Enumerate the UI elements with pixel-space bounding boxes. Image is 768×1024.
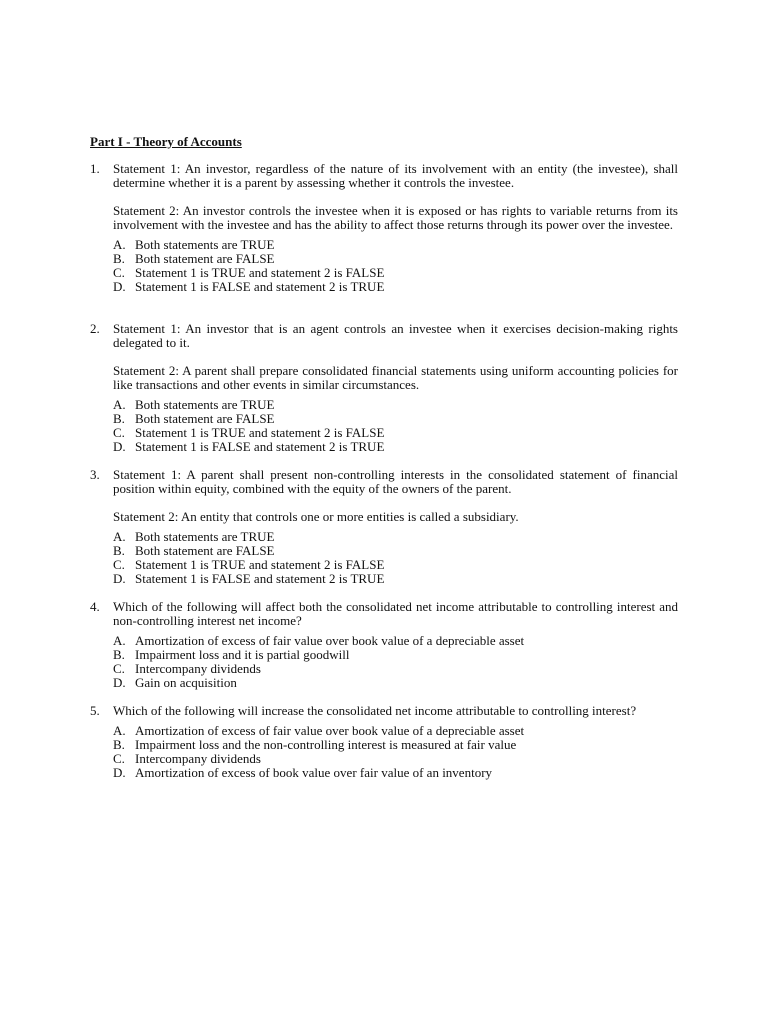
option-a: A. Both statements are TRUE	[113, 237, 275, 252]
option-a: A. Both statements are TRUE	[113, 529, 275, 544]
option-d: D. Statement 1 is FALSE and statement 2 is TRUE	[113, 279, 385, 294]
question-1	[90, 162, 678, 294]
option-c: C. Statement 1 is TRUE and statement 2 is FALSE	[113, 425, 385, 440]
option-b: B. Impairment loss and the non-controlling interest is measured at fair value	[113, 737, 517, 752]
question-paragraph: Statement 2: An investor controls the investee when it is exposed or has rights to variable returns from its involvement with the investee and has the ability to affect those returns through its power over the investee.	[113, 203, 678, 232]
option-a: A. Both statements are TRUE	[113, 397, 275, 412]
question-number: 1.	[90, 161, 100, 176]
question-number: 5.	[90, 703, 100, 718]
question-number: 2.	[90, 321, 100, 336]
question-number: 4.	[90, 599, 100, 614]
option-d: D. Gain on acquisition	[113, 675, 237, 690]
option-d: D. Statement 1 is FALSE and statement 2 is TRUE	[113, 439, 385, 454]
options-list	[113, 238, 678, 294]
question-paragraph: Statement 1: An investor, regardless of the nature of its involvement with an entity (the investee), shall determine whether it is a parent by assessing whether it controls the investee.	[113, 161, 678, 190]
option-d: D. Statement 1 is FALSE and statement 2 is TRUE	[113, 571, 385, 586]
option-a: A. Amortization of excess of fair value over book value of a depreciable asset	[113, 633, 525, 648]
section-title: Part I - Theory of Accounts	[90, 134, 242, 149]
question-number: 3.	[90, 467, 100, 482]
question-paragraph: Statement 2: An entity that controls one or more entities is called a subsidiary.	[113, 509, 519, 524]
question-paragraph: Statement 1: An investor that is an agent controls an investee when it exercises decision-making rights delegated to it.	[113, 321, 678, 350]
question-paragraph: Statement 2: A parent shall prepare consolidated financial statements using uniform accounting policies for like transactions and other events in similar circumstances.	[113, 363, 678, 392]
question-2	[90, 322, 678, 454]
option-c: C. Intercompany dividends	[113, 661, 261, 676]
options-list	[113, 634, 678, 690]
options-list	[113, 398, 678, 454]
option-a: A. Amortization of excess of fair value over book value of a depreciable asset	[113, 723, 525, 738]
option-b: B. Both statement are FALSE	[113, 411, 275, 426]
options-list	[113, 724, 678, 780]
question-paragraph: Which of the following will increase the consolidated net income attributable to controlling interest?	[113, 703, 637, 718]
question-4	[90, 600, 678, 690]
option-b: B. Both statement are FALSE	[113, 543, 275, 558]
option-c: C. Intercompany dividends	[113, 751, 261, 766]
question-5	[90, 704, 678, 780]
question-3	[90, 468, 678, 586]
option-d: D. Amortization of excess of book value over fair value of an inventory	[113, 765, 493, 780]
question-paragraph: Which of the following will affect both the consolidated net income attributable to controlling interest and non-controlling interest net income?	[113, 599, 678, 628]
option-b: B. Impairment loss and it is partial goodwill	[113, 647, 350, 662]
option-b: B. Both statement are FALSE	[113, 251, 275, 266]
option-c: C. Statement 1 is TRUE and statement 2 is FALSE	[113, 265, 385, 280]
question-paragraph: Statement 1: A parent shall present non-controlling interests in the consolidated statement of financial position within equity, combined with the equity of the owners of the parent.	[113, 467, 678, 496]
options-list	[113, 530, 678, 586]
option-c: C. Statement 1 is TRUE and statement 2 is FALSE	[113, 557, 385, 572]
